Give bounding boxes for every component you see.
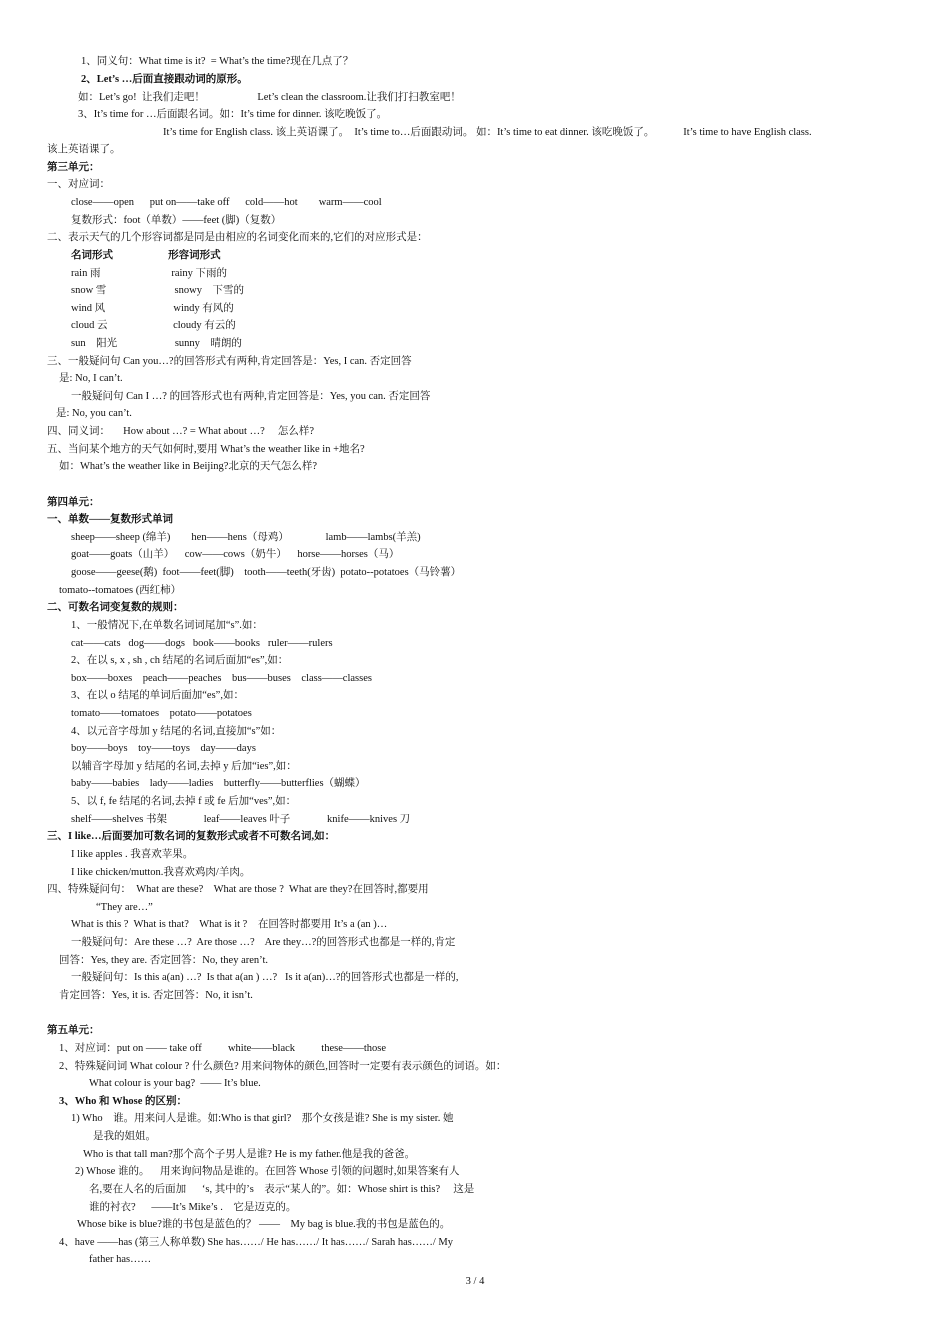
text-line: close——open put on——take off cold——hot warm——cool	[71, 197, 382, 208]
text-line: cloud 云 cloudy 有云的	[71, 320, 236, 331]
text-line: shelf——shelves 书架 leaf——leaves 叶子 knife——knives 刀	[71, 814, 411, 825]
text-line: I like apples . 我喜欢苹果。	[71, 849, 194, 860]
text-line: 2、特殊疑问词 What colour ? 什么颜色? 用来问物体的颜色,回答时一定要有表示颜色的词语。如：	[59, 1061, 507, 1072]
text-line: 复数形式：foot（单数）——feet (脚)（复数）	[71, 215, 282, 226]
section-heading: 第三单元：	[47, 162, 100, 173]
text-line: 四、特殊疑问句： What are these? What are those ? What are they?在回答时,都要用	[47, 884, 429, 895]
subsection-heading: 一、单数——复数形式单词	[47, 514, 173, 525]
text-line: wind 风 windy 有风的	[71, 303, 234, 314]
text-line: Who is that tall man?那个高个子男人是谁? He is my father.他是我的爸爸。	[83, 1149, 416, 1160]
text-line: “They are…”	[96, 902, 153, 913]
text-line: 一般疑问句 Can I …? 的回答形式也有两种,肯定回答是：Yes, you can. 否定回答	[71, 391, 431, 402]
text-line: 是: No, I can’t.	[59, 373, 123, 384]
text-line: 3、Who 和 Whose 的区别：	[59, 1096, 188, 1107]
text-line: What colour is your bag? —— It’s blue.	[89, 1078, 261, 1089]
text-line: 回答：Yes, they are. 否定回答：No, they aren’t.	[59, 955, 268, 966]
text-line: 4、以元音字母加 y 结尾的名词,直接加“s”如：	[71, 726, 282, 737]
text-line: goat——goats（山羊） cow——cows（奶牛） horse——horses（马）	[71, 549, 400, 560]
text-line: What is this ? What is that? What is it ? 在回答时都要用 It’s a (an )…	[71, 919, 388, 930]
text-line: baby——babies lady——ladies butterfly——butterflies（蝴蝶）	[71, 778, 366, 789]
subsection-heading: 三、I like…后面要加可数名词的复数形式或者不可数名词,如：	[47, 831, 336, 842]
text-line: 2) Whose 谁的。 用来询问物品是谁的。在回答 Whose 引领的问题时,如果答案有人	[75, 1166, 460, 1177]
text-line: 一般疑问句：Is this a(an) …? Is that a(an ) …? Is it a(an)…?的回答形式也都是一样的,	[71, 972, 459, 983]
text-line: 以辅音字母加 y 结尾的名词,去掉 y 后加“ies”,如：	[71, 761, 297, 772]
text-line: Whose bike is blue?谁的书包是蓝色的？ —— My bag is blue.我的书包是蓝色的。	[77, 1219, 451, 1230]
subsection-heading: 二、可数名词变复数的规则：	[47, 602, 184, 613]
text-line: box——boxes peach——peaches bus——buses class——classes	[71, 673, 372, 684]
text-line: 3、It’s time for …后面跟名词。如：It’s time for dinner. 该吃晚饭了。	[78, 109, 388, 120]
text-line: 如：Let’s go! 让我们走吧！ Let’s clean the classroom.让我们打扫教室吧！	[78, 92, 461, 103]
text-line: I like chicken/mutton.我喜欢鸡肉/羊肉。	[71, 867, 251, 878]
text-line: boy——boys toy——toys day——days	[71, 743, 256, 754]
text-line: sun 阳光 sunny 晴朗的	[71, 338, 242, 349]
section-heading: 第五单元：	[47, 1025, 100, 1036]
text-line: tomato--tomatoes (西红柿）	[59, 585, 182, 596]
text-line: 五、当问某个地方的天气如何时,要用 What’s the weather like in +地名?	[47, 444, 365, 455]
section-heading: 第四单元：	[47, 497, 100, 508]
text-line: It’s time for English class. 该上英语课了。 It’s time to…后面跟动词。 如：It’s time to eat dinner. 该吃晚饭了。 It’s time to have English class.	[163, 127, 812, 138]
text-line: 1、一般情况下,在单数名词词尾加“s”.如：	[71, 620, 263, 631]
text-line: goose——geese(鹅) foot——feet(脚) tooth——teeth(牙齿) potato--potatoes（马铃薯）	[71, 567, 462, 578]
text-line: 是我的姐姐。	[93, 1131, 156, 1142]
text-line: 如：What’s the weather like in Beijing?北京的天气怎么样?	[59, 461, 318, 472]
text-line: 是: No, you can’t.	[56, 408, 132, 419]
text-line: 2、在以 s, x , sh , ch 结尾的名词后面加“es”,如：	[71, 655, 289, 666]
text-line: 四、同义词： How about …? = What about …? 怎么样?	[47, 426, 315, 437]
text-line: 名,要在人名的后面加 ‘s, 其中的’s 表示“某人的”。如：Whose shirt is this? 这是	[89, 1184, 475, 1195]
text-line: 3、在以 o 结尾的单词后面加“es”,如：	[71, 690, 244, 701]
text-line: father has……	[89, 1254, 152, 1265]
text-line: 谁的衬衣? ——It’s Mike’s . 它是迈克的。	[89, 1202, 297, 1213]
text-line: cat——cats dog——dogs book——books ruler——rulers	[71, 638, 333, 649]
text-line: sheep——sheep (绵羊) hen——hens（母鸡） lamb——lambs(羊羔)	[71, 532, 421, 543]
table-header: 名词形式 形容词形式	[71, 250, 221, 261]
text-line: 1) Who 谁。用来问人是谁。如:Who is that girl? 那个女孩是谁? She is my sister. 她	[71, 1113, 454, 1124]
text-line: 4、have ——has (第三人称单数) She has……/ He has……/ It has……/ Sarah has……/ My	[59, 1237, 453, 1248]
text-line: 2、Let’s …后面直接跟动词的原形。	[81, 74, 248, 85]
text-line: 该上英语课了。	[47, 144, 121, 155]
text-line: tomato——tomatoes potato——potatoes	[71, 708, 252, 719]
text-line: 三、一般疑问句 Can you…?的回答形式有两种,肯定回答是：Yes, I can. 否定回答	[47, 356, 412, 367]
text-line: 1、同义句：What time is it? = What’s the time?现在几点了？	[81, 56, 354, 67]
text-line: 一般疑问句：Are these …? Are those …? Are they…?的回答形式也都是一样的,肯定	[71, 937, 456, 948]
text-line: 肯定回答：Yes, it is. 否定回答：No, it isn’t.	[59, 990, 253, 1001]
page-number: 3 / 4	[465, 1276, 485, 1287]
text-line: rain 雨 rainy 下雨的	[71, 268, 228, 279]
text-line: 5、以 f, fe 结尾的名词,去掉 f 或 fe 后加“ves”,如：	[71, 796, 297, 807]
text-line: 二、表示天气的几个形容词都是同是由相应的名词变化而来的,它们的对应形式是：	[47, 232, 428, 243]
text-line: 一、对应词：	[47, 179, 110, 190]
text-line: snow 雪 snowy 下雪的	[71, 285, 244, 296]
text-line: 1、对应词：put on —— take off white——black these——those	[59, 1043, 387, 1054]
